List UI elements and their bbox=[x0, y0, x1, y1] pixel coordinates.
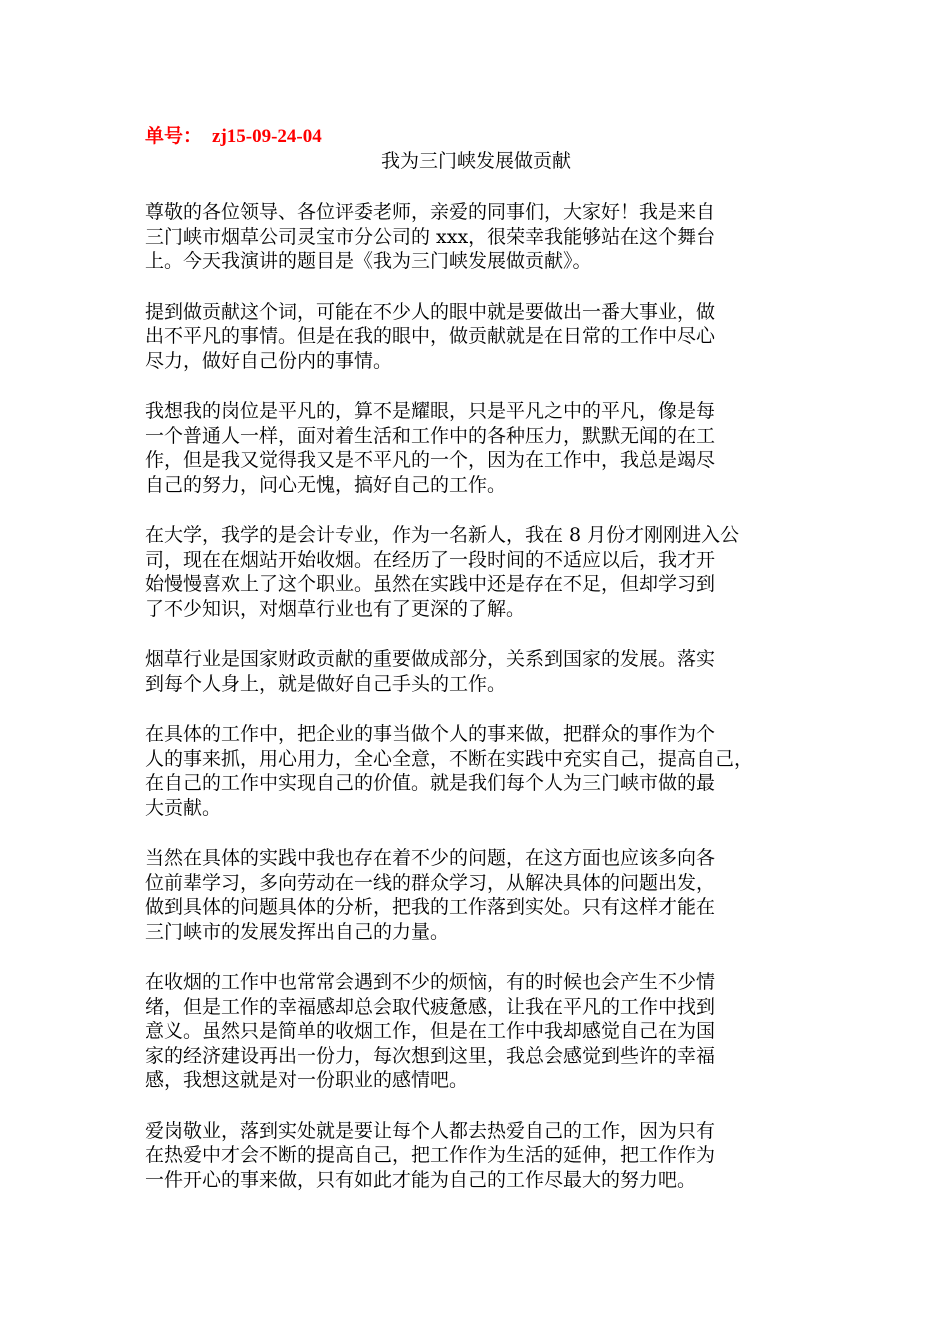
paragraph-line: 提到做贡献这个词，可能在不少人的眼中就是要做出一番大事业，做 bbox=[145, 300, 716, 323]
paragraph-line: 家的经济建设再出一份力，每次想到这里，我总会感觉到些许的幸福 bbox=[145, 1044, 716, 1067]
paragraph-line: 烟草行业是国家财政贡献的重要做成部分，关系到国家的发展。落实 bbox=[145, 648, 716, 670]
paragraph-line: 一件开心的事来做，只有如此才能为自己的工作尽最大的努力吧。 bbox=[145, 1168, 697, 1191]
paragraph bbox=[145, 970, 815, 1093]
paragraph-line: 自己的努力，问心无愧，搞好自己的工作。 bbox=[145, 473, 507, 496]
document-number-value: zj15-09-24-04 bbox=[212, 126, 322, 147]
paragraph-line: 在具体的工作中，把企业的事当做个人的事来做，把群众的事作为个 bbox=[145, 723, 716, 745]
paragraph bbox=[145, 1119, 815, 1193]
paragraph bbox=[145, 846, 815, 944]
paragraph-line: 三门峡市的发展发挥出自己的力量。 bbox=[145, 920, 450, 943]
paragraph-line: 出不平凡的事情。但是在我的眼中，做贡献就是在日常的工作中尽心 bbox=[145, 325, 716, 347]
paragraph-line: 我想我的岗位是平凡的，算不是耀眼，只是平凡之中的平凡，像是每 bbox=[145, 400, 716, 422]
paragraph-line: 尽力，做好自己份内的事情。 bbox=[145, 349, 393, 372]
paragraph-line: 尊敬的各位领导、各位评委老师，亲爱的同事们，大家好！我是来自 bbox=[145, 201, 716, 223]
document-title: 我为三门峡发展做贡献 bbox=[380, 150, 571, 172]
paragraph bbox=[145, 300, 815, 374]
paragraph-line: 在自己的工作中实现自己的价值。就是我们每个人为三门峡市做的最 bbox=[145, 772, 716, 794]
paragraph-line: 在大学，我学的是会计专业，作为一名新人，我在 8 月份才刚刚进入公 bbox=[145, 524, 740, 546]
paragraph bbox=[145, 722, 815, 820]
document-number-label: 单号： bbox=[145, 126, 203, 147]
document-body bbox=[145, 200, 815, 1218]
paragraph-line: 大贡献。 bbox=[145, 796, 222, 819]
paragraph bbox=[145, 523, 815, 621]
paragraph-line: 在收烟的工作中也常常会遇到不少的烦恼，有的时候也会产生不少情 bbox=[145, 971, 716, 993]
paragraph bbox=[145, 200, 815, 274]
paragraph-line: 感，我想这就是对一份职业的感情吧。 bbox=[145, 1069, 469, 1091]
paragraph-line: 始慢慢喜欢上了这个职业。虽然在实践中还是存在不足，但却学习到 bbox=[145, 573, 716, 595]
paragraph-line: 爱岗敬业，落到实处就是要让每个人都去热爱自己的工作，因为只有 bbox=[145, 1119, 716, 1142]
paragraph-line: 在热爱中才会不断的提高自己，把工作作为生活的延伸，把工作作为 bbox=[145, 1144, 716, 1166]
paragraph-line: 绪，但是工作的幸福感却总会取代疲惫感，让我在平凡的工作中找到 bbox=[145, 995, 716, 1018]
paragraph-line: 三门峡市烟草公司灵宝市分公司的 xxx，很荣幸我能够站在这个舞台 bbox=[145, 225, 716, 248]
document-number bbox=[145, 124, 322, 150]
paragraph-line: 人的事来抓，用心用力，全心全意，不断在实践中充实自己，提高自己， bbox=[145, 747, 754, 770]
paragraph bbox=[145, 399, 815, 497]
paragraph-line: 司，现在在烟站开始收烟。在经历了一段时间的不适应以后，我才开 bbox=[145, 548, 716, 571]
paragraph-line: 作，但是我又觉得我又是不平凡的一个，因为在工作中，我总是竭尽 bbox=[145, 449, 716, 471]
paragraph bbox=[145, 647, 815, 696]
paragraph-line: 做到具体的问题具体的分析，把我的工作落到实处。只有这样才能在 bbox=[145, 896, 716, 918]
paragraph-line: 上。今天我演讲的题目是《我为三门峡发展做贡献》。 bbox=[145, 250, 592, 272]
paragraph-line: 一个普通人一样，面对着生活和工作中的各种压力，默默无闻的在工 bbox=[145, 424, 716, 447]
paragraph-line: 位前辈学习，多向劳动在一线的群众学习，从解决具体的问题出发， bbox=[145, 871, 716, 894]
paragraph-line: 当然在具体的实践中我也存在着不少的问题，在这方面也应该多向各 bbox=[145, 847, 716, 869]
paragraph-line: 意义。虽然只是简单的收烟工作，但是在工作中我却感觉自己在为国 bbox=[145, 1020, 716, 1042]
paragraph-line: 了不少知识，对烟草行业也有了更深的了解。 bbox=[145, 597, 526, 620]
paragraph-line: 到每个人身上，就是做好自己手头的工作。 bbox=[145, 672, 507, 695]
